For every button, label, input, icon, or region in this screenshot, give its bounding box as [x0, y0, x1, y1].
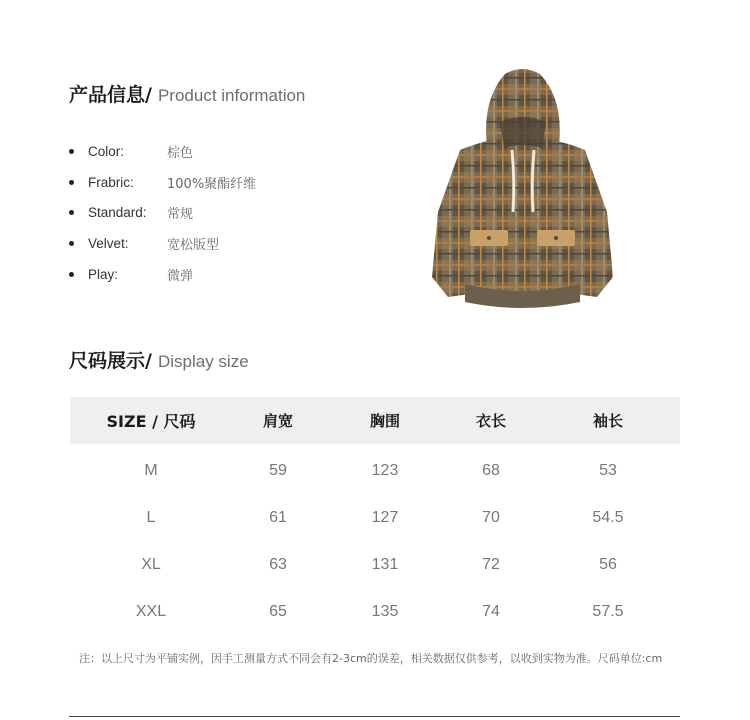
info-label: Color:	[88, 143, 125, 159]
info-label: Play:	[88, 266, 119, 282]
table-cell: 59	[269, 461, 287, 479]
size-table	[70, 397, 680, 635]
table-cell: 61	[269, 508, 287, 526]
info-item-color	[69, 136, 256, 167]
info-value: 棕色	[167, 145, 194, 161]
table-cell: M	[144, 461, 158, 479]
title-slash: /	[145, 350, 152, 372]
table-cell: 123	[371, 461, 399, 479]
info-item-standard	[69, 197, 256, 228]
bullet-icon	[69, 180, 74, 185]
title-slash: /	[145, 84, 152, 106]
table-header-row	[70, 397, 680, 444]
table-cell: 74	[482, 602, 500, 620]
product-info-title	[69, 80, 305, 107]
table-cell: 68	[482, 461, 500, 479]
display-size-title-zh: 尺码展示	[69, 350, 146, 372]
bullet-icon	[69, 210, 74, 215]
display-size-title-en: Display size	[157, 352, 249, 371]
info-value: 微弹	[167, 268, 194, 284]
info-label: Frabric:	[88, 174, 134, 190]
table-cell: 70	[482, 508, 500, 526]
product-info-list	[69, 136, 256, 289]
header-sleeve: 袖长	[536, 397, 680, 444]
display-size-title	[69, 346, 249, 373]
table-cell: 72	[482, 555, 500, 573]
measurement-note: 注：以上尺寸为平铺实例，因手工测量方式不同会有2-3cm的误差，相关数据仅供参考，以收到实物为准。尺码单位:cm	[79, 652, 663, 665]
hoodie-product-image	[420, 62, 625, 327]
table-cell: 65	[269, 602, 287, 620]
info-value: 100%聚酯纤维	[167, 176, 257, 192]
info-label: Velvet:	[88, 235, 129, 251]
info-item-velvet	[69, 228, 256, 259]
table-cell: 135	[371, 602, 399, 620]
product-info-title-zh: 产品信息	[69, 84, 146, 106]
table-row	[70, 444, 680, 494]
table-cell: 56	[599, 555, 617, 573]
table-cell: XXL	[135, 602, 167, 620]
info-value: 宽松版型	[167, 237, 220, 253]
bullet-icon	[69, 241, 74, 246]
header-chest: 胸围	[324, 397, 446, 444]
table-cell: 54.5	[592, 508, 624, 526]
bottom-divider	[69, 716, 680, 717]
table-cell: 53	[599, 461, 617, 479]
info-item-fabric	[69, 167, 256, 198]
table-cell: 127	[371, 508, 399, 526]
table-row	[70, 541, 680, 588]
table-cell: L	[146, 508, 156, 526]
table-cell: 57.5	[592, 602, 624, 620]
bullet-icon	[69, 149, 74, 154]
header-length: 衣长	[446, 397, 536, 444]
header-size: SIZE / 尺码	[70, 397, 232, 444]
table-cell: 131	[371, 555, 399, 573]
table-row	[70, 588, 680, 635]
info-item-play	[69, 259, 256, 290]
product-info-title-en: Product information	[157, 86, 306, 105]
info-label: Standard:	[88, 205, 147, 221]
info-value: 常规	[167, 207, 194, 223]
header-shoulder: 肩宽	[232, 397, 324, 444]
table-cell: 63	[269, 555, 287, 573]
bullet-icon	[69, 272, 74, 277]
table-row	[70, 494, 680, 541]
table-cell: XL	[141, 555, 161, 573]
